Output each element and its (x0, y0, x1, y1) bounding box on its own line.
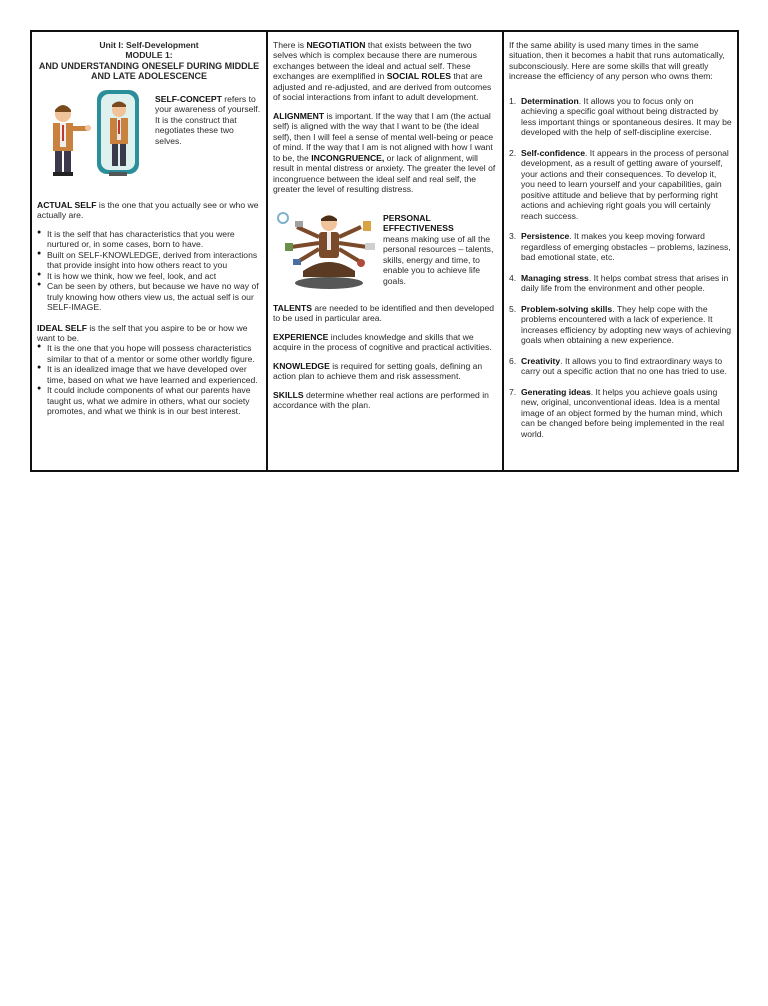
negotiation-pre-text: There is (273, 40, 307, 50)
alignment-term: ALIGNMENT (273, 110, 325, 121)
list-item: ● It could include components of what our parents have taught us, what we admire in others, what our society promotes, and what we think is in our best interest. (37, 385, 261, 416)
list-item (509, 148, 732, 221)
skill-term: Generating ideas (521, 386, 591, 397)
ideal-self-definition (37, 323, 261, 344)
column-skills (504, 32, 737, 470)
list-number: 1. (509, 95, 517, 106)
skill-term: Creativity (521, 355, 561, 366)
experience-paragraph (273, 332, 497, 353)
list-item (509, 387, 732, 439)
list-number: 3. (509, 231, 517, 242)
skill-text: . It helps you achieve goals using new, original, unconventional ideas. Idea is a mental image of an object formed by the human mind, which can be changed before being implemented in the real world. (521, 386, 725, 439)
experience-term: EXPERIENCE (273, 331, 329, 342)
list-item: ● It is how we think, how we feel, look, and act (37, 271, 261, 281)
skill-term: Managing stress (521, 272, 589, 283)
skill-text: . It allows you to focus only on achieving a specific goal without being distracted by less important things or spontaneous desires. It may be developed with the help of self-discipline exercise. (521, 95, 732, 138)
list-item: ● Built on SELF-KNOWLEDGE, derived from interactions that provide insight into how others react to you (37, 250, 261, 271)
skill-text: . It allows you to find extraordinary ways to carry out a specific action that no one has tried to use. (521, 355, 727, 377)
skill-term: Determination (521, 95, 579, 106)
column-personal-effectiveness (268, 32, 504, 470)
personal-effectiveness-row (273, 209, 497, 291)
list-number: 5. (509, 303, 517, 314)
column-self-concept (32, 32, 268, 470)
list-item (509, 96, 732, 138)
skills-paragraph (273, 390, 497, 411)
negotiation-term: NEGOTIATION (306, 40, 366, 50)
skills-text: determine whether real actions are performed in accordance with the plan. (273, 389, 489, 411)
negotiation-paragraph (273, 40, 497, 103)
personal-effectiveness-text: means making use of all the personal resources – talents, skills, energy and time, to enable you to achieve life goals. (383, 233, 494, 286)
list-number: 2. (509, 147, 517, 158)
ideal-self-term: IDEAL SELF (37, 322, 87, 333)
skill-term: Problem-solving skills (521, 303, 613, 314)
negotiation-post-text: that are adjusted and re-adjusted, and are derived from outcomes of social interactions from infant to adult development. (273, 71, 492, 103)
incongruence-term: INCONGRUENCE, (311, 152, 385, 163)
list-number: 7. (509, 386, 517, 397)
talents-paragraph (273, 303, 497, 324)
skill-text: . They help cope with the problems encountered with a lack of experience. It increases efficiency by adopting new ways of achieving goals when obtaining a new experience. (521, 303, 732, 346)
ideal-self-list (37, 343, 261, 416)
personal-effectiveness-term: PERSONAL EFFECTIVENESS (383, 212, 454, 234)
skills-list (509, 96, 732, 439)
personal-effectiveness-definition (379, 209, 497, 286)
skills-term: SKILLS (273, 389, 304, 400)
skill-term: Persistence (521, 231, 570, 242)
list-item (509, 304, 732, 346)
list-number: 6. (509, 355, 517, 366)
actual-self-text: is the one that you actually see or who we actually are. (37, 199, 259, 221)
experience-text: includes knowledge and skills that we acquire in the process of cognitive and practical activities. (273, 331, 492, 353)
skill-text: . It helps combat stress that arises in daily life from the environment and other people. (521, 272, 729, 294)
list-item (509, 273, 732, 294)
skill-text: . It appears in the process of personal development, as a result of getting aware of yourself, your actions and their consequences. To develop it, you need to learn yourself and your capabilities, gain positive attitude and believe that by performing right actions and achieving right goals you will certainly reach success. (521, 147, 729, 221)
mirror-reflection-illustration (37, 88, 149, 178)
list-item: ● It is the one that you hope will possess characteristics similar to that of a mentor or some other worldly figure. (37, 343, 261, 364)
self-concept-definition (149, 88, 261, 146)
module-title (37, 40, 261, 82)
self-concept-term: SELF-CONCEPT (155, 93, 222, 104)
knowledge-term: KNOWLEDGE (273, 360, 330, 371)
knowledge-paragraph (273, 361, 497, 382)
module-heading: AND UNDERSTANDING ONESELF DURING MIDDLE AND LATE ADOLESCENCE (38, 60, 260, 82)
list-item (509, 231, 732, 262)
skill-term: Self-confidence (521, 147, 585, 158)
talents-term: TALENTS (273, 302, 312, 313)
list-item: ● It is an idealized image that we have developed over time, based on what we have learned and experienced. (37, 364, 261, 385)
talents-text: are needed to be identified and then developed to be used in particular area. (273, 302, 495, 324)
skill-text: . It makes you keep moving forward regardless of emerging obstacles – problems, laziness, bad emotional state, etc. (521, 231, 731, 263)
actual-self-term: ACTUAL SELF (37, 199, 97, 210)
unit-title: Unit I: Self-Development (99, 40, 199, 50)
social-roles-term: SOCIAL ROLES (386, 71, 452, 82)
list-item: ● It is the self that has characteristics that you were nurtured or, in some cases, born to have. (37, 229, 261, 250)
actual-self-definition (37, 200, 261, 221)
list-number: 4. (509, 272, 517, 283)
list-item: ● Can be seen by others, but because we have no way of truly knowing how others view us, the actual self is our SELF-IMAGE. (37, 281, 261, 312)
alignment-post-text: or lack of alignment, will result in mental distress or anxiety. The greater the level of incongruence between the ideal self and real self, the greater the level of resulting distress. (273, 152, 496, 195)
negotiation-mid-text: that exists between the two selves which is complex because there are numerous exchanges between the ideal and actual self. These exchanges are exemplified in (273, 40, 477, 82)
ideal-self-text: is the self that you aspire to be or how we want to be. (37, 322, 248, 343)
multitasking-man-illustration (273, 209, 379, 291)
list-item (509, 356, 732, 377)
self-concept-text: refers to your awareness of yourself. It is the construct that negotiates these two selves. (155, 93, 261, 146)
alignment-paragraph (273, 111, 497, 195)
module-label: MODULE 1: (125, 50, 173, 61)
skills-intro: If the same ability is used many times in the same situation, then it becomes a habit that runs automatically, subconsciously. Here are some skills that will greatly increase the efficiency of any person who owns them: (509, 40, 725, 82)
module-table (30, 30, 739, 472)
actual-self-list (37, 229, 261, 313)
alignment-pre-text: is important. If the way that I am (the actual self) is aligned with the way that I want to be (the ideal self), then I will feel a sense of mental well-being or peace of mind. If the way that I am is not aligned with how I want to be, the (273, 110, 494, 163)
knowledge-text: is required for setting goals, defining an action plan to achieve them and risk assessment. (273, 360, 483, 382)
self-concept-row (37, 88, 261, 178)
